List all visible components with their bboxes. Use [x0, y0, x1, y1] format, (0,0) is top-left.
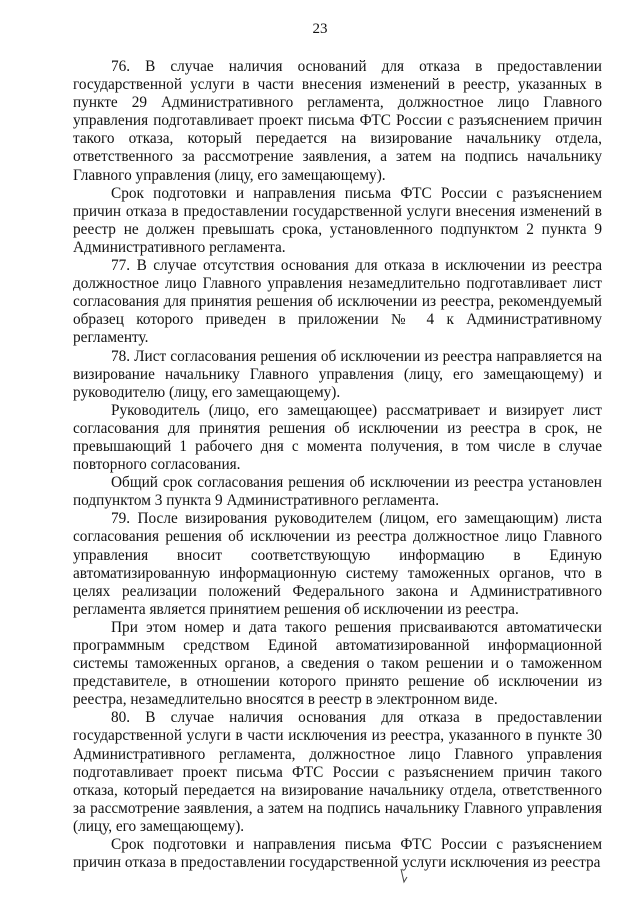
paragraph-78: 78. Лист согласования решения об исключении из реестра направляется на визирование начальнику Главного управления (лицу, его замещающему) и руководителю (лицу, его замещающему). — [73, 347, 602, 401]
paragraph-76-deadline: Срок подготовки и направления письма ФТС России с разъяснением причин отказа в предоставлении государственной услуги внесения изменений в реестр не должен превышать срока, установленного подпунктом 2 пункта 9 Административного регламента. — [73, 184, 602, 256]
pen-mark-icon — [398, 868, 410, 884]
page-number: 23 — [312, 21, 328, 37]
document-body — [73, 58, 602, 872]
paragraph-80: 80. В случае наличия основания для отказа в предоставлении государственной услуги в части исключения из реестра, указанного в пункте 30 Административного регламента, должностное лицо Главного управления подготавливает проект письма ФТС России с разъяснением причин такого отказа, который передается на визирование начальнику отдела, ответственного за рассмотрение заявления, а затем на подпись начальнику Главного управления (лицу, его замещающему). — [73, 709, 602, 835]
paragraph-78-head-review: Руководитель (лицо, его замещающее) рассматривает и визирует лист согласования для принятия решения об исключении из реестра в срок, не превышающий 1 рабочего дня с момента получения, в том числе в случае повторного согласования. — [73, 401, 602, 474]
paragraph-77: 77. В случае отсутствия основания для отказа в исключении из реестра должностное лицо Главного управления незамедлительно подготавливает лист согласования для принятия решения об исключении из реестра, рекомендуемый образец которого приведен в приложении № 4 к Административному регламенту. — [73, 257, 602, 347]
paragraph-78-total-term: Общий срок согласования решения об исключении из реестра установлен подпунктом 3 пункта 9 Административного регламента. — [73, 474, 602, 510]
paragraph-76: 76. В случае наличия оснований для отказа в предоставлении государственной услуги в части внесения изменений в реестр, указанных в пункте 29 Административного регламента, должностное лицо Главного управления подготавливает проект письма ФТС России с разъяснением причин такого отказа, который передается на визирование начальнику отдела, ответственного за рассмотрение заявления, а затем на подпись начальнику Главного управления (лицу, его замещающему). — [73, 58, 602, 184]
paragraph-79-registration: При этом номер и дата такого решения присваиваются автоматически программным средством Единой автоматизированной информационной системы таможенных органов, а сведения о таком решении и о таможенном представителе, в отношении которого принято решение об исключении из реестра, незамедлительно вносятся в реестр в электронном виде. — [73, 618, 602, 709]
paragraph-80-deadline: Срок подготовки и направления письма ФТС России с разъяснением причин отказа в предоставлении государственной услуги исключения из реестра — [73, 836, 602, 872]
paragraph-79: 79. После визирования руководителем (лицом, его замещающим) листа согласования решения об исключении из реестра должностное лицо Главного управления вносит соответствующую информацию в Единую автоматизированную информационную систему таможенных органов, что в целях реализации положений Федерального закона и Административного регламента является принятием решения об исключении из реестра. — [73, 510, 602, 618]
